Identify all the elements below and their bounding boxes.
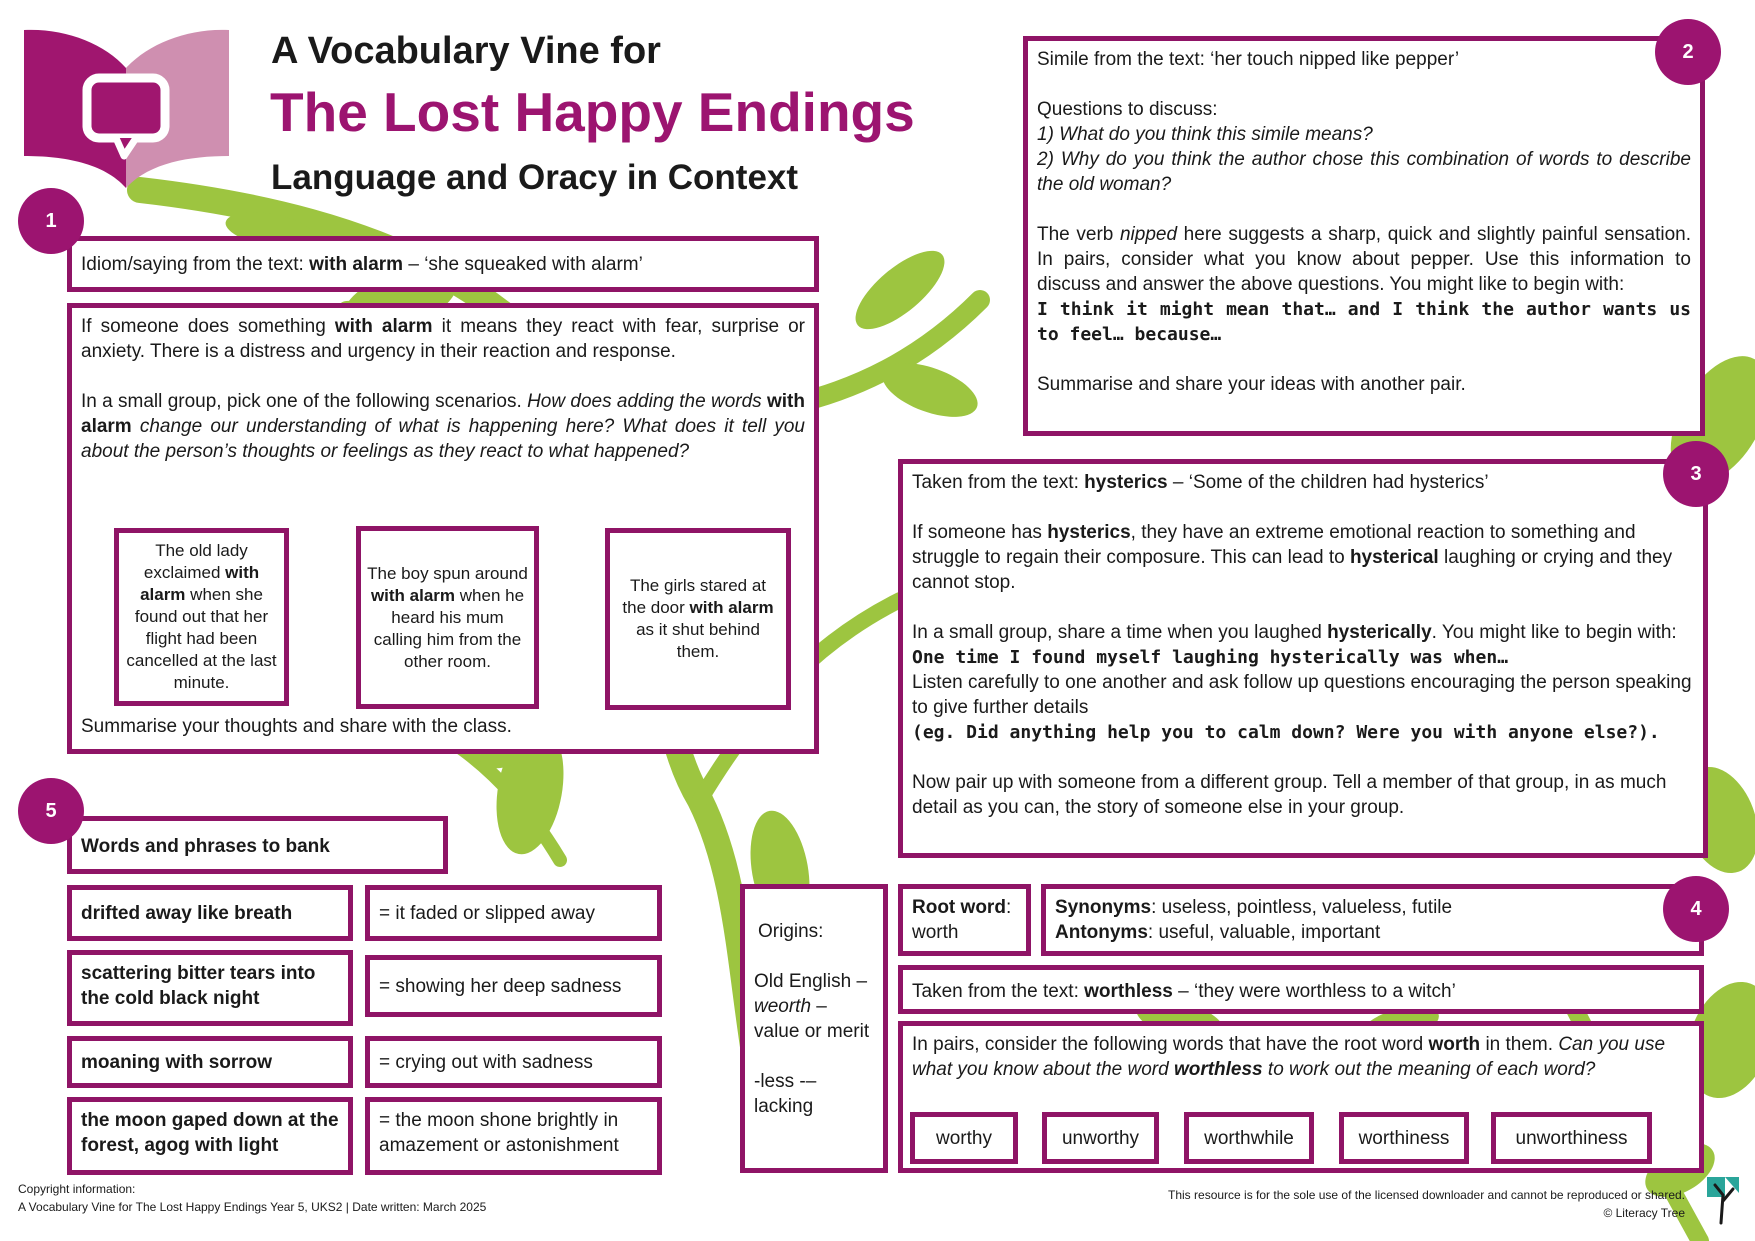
section-4-taken-box: Taken from the text: worthless – ‘they were worthless to a witch’ — [898, 965, 1704, 1014]
idiom-prefix: Idiom/saying from the text: — [81, 254, 310, 275]
section-3-pair-up: Now pair up with someone from a different group. Tell a member of that group, in as much detail as you can, the story of someone else in your group. — [912, 772, 1667, 818]
section-1-idiom-box — [67, 236, 819, 292]
origins-old-english: Old English – weorth – value or merit — [754, 971, 870, 1042]
section-1-task: In a small group, pick one of the following scenarios. How does adding the words with alarm change our understanding of what is happening here? What does it tell you about the person’s thoughts or feelings as they react to what happened? — [81, 391, 805, 462]
word-card-worthiness: worthiness — [1339, 1112, 1469, 1164]
section-1-badge: 1 — [18, 188, 84, 254]
scenario-card-1: The old lady exclaimed with alarm when she found out that her flight had been cancelled at the last minute. — [114, 528, 289, 706]
section-2-summary: Summarise and share your ideas with another pair. — [1037, 374, 1466, 395]
section-4-badge: 4 — [1663, 876, 1729, 942]
origins-title: Origins: — [758, 921, 824, 942]
section-2-sentence-starter: I think it might mean that… and I think the author wants us to feel… because… — [1037, 299, 1691, 345]
copyright-text: A Vocabulary Vine for The Lost Happy Endings Year 5, UKS2 | Date written: March 2025 — [18, 1200, 487, 1214]
section-3-sentence-starter: One time I found myself laughing hysterically was when… — [912, 647, 1509, 668]
section-2-badge: 2 — [1655, 19, 1721, 85]
antonyms-line: Antonyms: useful, valuable, important — [1055, 922, 1381, 943]
idiom-quote: – ‘she squeaked with alarm’ — [403, 254, 643, 275]
bank-meaning-2: = showing her deep sadness — [365, 955, 662, 1017]
section-3-example: (eg. Did anything help you to calm down? Were you with anyone else?). — [912, 722, 1660, 743]
bank-meaning-3: = crying out with sadness — [365, 1036, 662, 1088]
scenario-card-2: The boy spun around with alarm when he heard his mum calling him from the other room. — [356, 526, 539, 709]
bank-meaning-1: = it faded or slipped away — [365, 885, 662, 941]
section-3-definition: If someone has hysterics, they have an extreme emotional reaction to something and struggle to regain their composure. This can lead to hysterical laughing or crying and they cannot stop. — [912, 522, 1673, 593]
word-card-worthy: worthy — [910, 1112, 1018, 1164]
section-3-listen: Listen carefully to one another and ask follow up questions encouraging the person speaking to give further details — [912, 672, 1692, 718]
synonyms-line: Synonyms: useless, pointless, valueless, futile — [1055, 897, 1453, 918]
word-bank-heading: Words and phrases to bank — [67, 816, 448, 874]
page-subtitle: Language and Oracy in Context — [271, 158, 799, 197]
section-3-badge: 3 — [1663, 441, 1729, 507]
origins-box — [740, 884, 888, 1173]
literacy-tree-logo-icon — [1705, 1175, 1741, 1225]
word-card-worthwhile: worthwhile — [1184, 1112, 1314, 1164]
section-2-explanation: The verb nipped here suggests a sharp, quick and slightly painful sensation. In pairs, consider what you know about pepper. Use this information to discuss and answer the above questions. You might like to begin with: — [1037, 224, 1691, 295]
root-word-value: worth — [912, 922, 959, 943]
section-3-task: In a small group, share a time when you laughed hysterically. You might like to begin with: — [912, 622, 1677, 643]
simile-line: Simile from the text: ‘her touch nipped like pepper’ — [1037, 49, 1460, 70]
word-card-unworthiness: unworthiness — [1491, 1112, 1652, 1164]
section-3-taken: Taken from the text: hysterics – ‘Some of the children had hysterics’ — [912, 472, 1489, 493]
section-2-box — [1023, 36, 1705, 436]
bank-phrase-3: moaning with sorrow — [67, 1036, 353, 1088]
copyright-label: Copyright information: — [18, 1182, 136, 1196]
idiom-phrase: with alarm — [309, 254, 404, 275]
bank-phrase-1: drifted away like breath — [67, 885, 353, 941]
origins-less: -less -– lacking — [754, 1071, 817, 1117]
scenario-card-3: The girls stared at the door with alarm as it shut behind them. — [605, 528, 791, 710]
license-text: This resource is for the sole use of the licensed downloader and cannot be reproduced or shared. — [1168, 1188, 1685, 1202]
brand-text: © Literacy Tree — [1603, 1206, 1685, 1220]
section-3-box — [898, 459, 1708, 858]
page-title: The Lost Happy Endings — [270, 81, 915, 143]
questions-heading: Questions to discuss: — [1037, 99, 1218, 120]
root-word-label: Root word — [912, 897, 1006, 918]
section-4-pairs-task: In pairs, consider the following words that have the root word worth in them. Can you use what you know about the word worthless to work out the meaning of each word? — [912, 1034, 1666, 1080]
section-1-definition: If someone does something with alarm it means they react with fear, surprise or anxiety. There is a distress and urgency in their reaction and response. — [81, 316, 805, 362]
section-1-summary: Summarise your thoughts and share with the class. — [81, 716, 512, 737]
synonyms-box — [1041, 884, 1704, 956]
question-1: 1) What do you think this simile means? — [1037, 124, 1373, 145]
bank-phrase-4: the moon gaped down at the forest, agog with light — [67, 1097, 353, 1175]
root-word-box: Root word: worth — [898, 884, 1031, 956]
section-5-badge: 5 — [18, 778, 84, 844]
bank-phrase-2: scattering bitter tears into the cold black night — [67, 950, 353, 1026]
book-logo-icon — [24, 28, 229, 188]
word-card-unworthy: unworthy — [1042, 1112, 1159, 1164]
header-line1: A Vocabulary Vine for — [271, 30, 661, 72]
question-2: 2) Why do you think the author chose this combination of words to describe the old woman? — [1037, 149, 1691, 195]
bank-meaning-4: = the moon shone brightly in amazement or astonishment — [365, 1097, 662, 1175]
